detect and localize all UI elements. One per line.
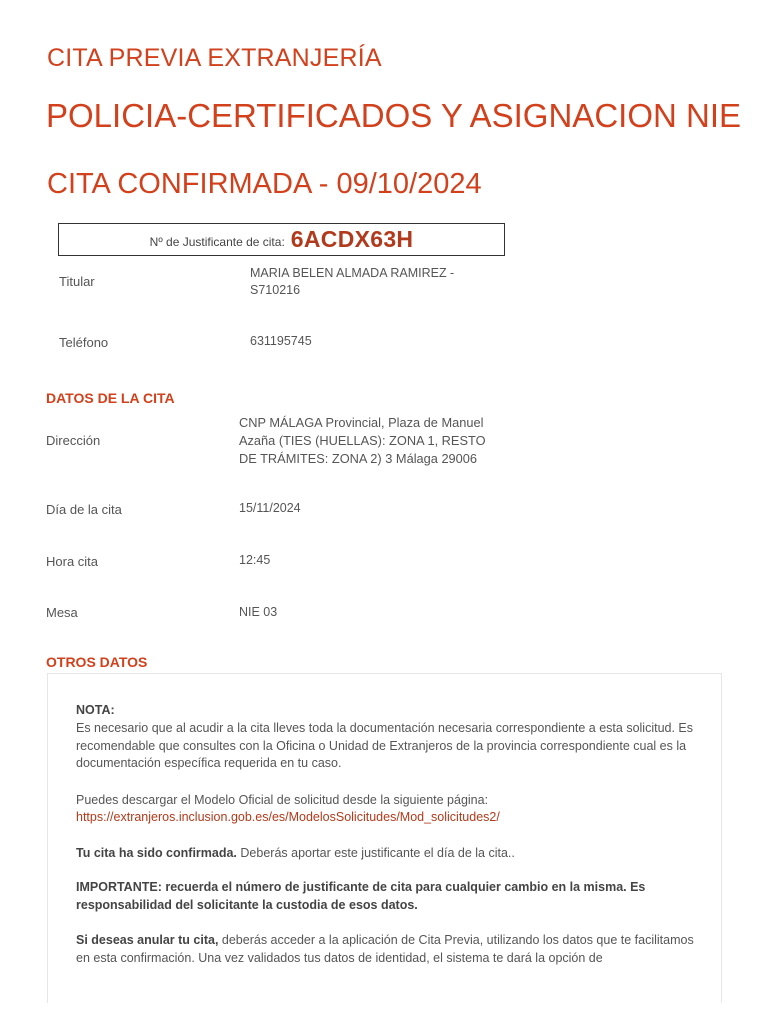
- telefono-value: 631195745: [250, 334, 312, 348]
- anular-bold: Si deseas anular tu cita,: [76, 933, 219, 947]
- direccion-label: Dirección: [46, 433, 101, 448]
- anular-paragraph: [76, 932, 703, 967]
- mesa-value: NIE 03: [239, 605, 278, 619]
- confirmation-title: CITA CONFIRMADA - 09/10/2024: [47, 168, 482, 200]
- nota-label: [76, 702, 703, 720]
- nota-heading: NOTA:: [76, 703, 115, 717]
- descarga-text: Puedes descargar el Modelo Oficial de solicitud desde la siguiente página:: [76, 793, 489, 807]
- note-box: [47, 673, 722, 1003]
- importante-text: IMPORTANTE: recuerda el número de justificante de cita para cualquier cambio en la misma. Es responsabilidad del solicitante la custodia de esos datos.: [76, 880, 646, 912]
- descarga-link-row: [76, 809, 703, 827]
- titular-value-line2: S710216: [250, 283, 301, 297]
- confirmada-text: Deberás aportar este justificante el día de la cita..: [240, 846, 515, 860]
- confirmada-bold: Tu cita ha sido confirmada.: [76, 846, 237, 860]
- confirmada-paragraph: [76, 845, 703, 863]
- justificante-code: 6ACDX63H: [290, 226, 414, 252]
- modelos-solicitud-link[interactable]: https://extranjeros.inclusion.gob.es/es/ModelosSolicitudes/Mod_solicitudes2/: [76, 810, 500, 824]
- telefono-label: Teléfono: [59, 335, 109, 350]
- titular-label: Titular: [59, 274, 95, 289]
- justificante-box: [58, 223, 505, 256]
- direccion-value: [239, 414, 486, 468]
- direccion-line3: DE TRÁMITES: ZONA 2) 3 Málaga 29006: [239, 451, 478, 466]
- dia-value: 15/11/2024: [239, 501, 301, 515]
- hora-value: 12:45: [239, 553, 271, 567]
- direccion-line2: Azaña (TIES (HUELLAS): ZONA 1, RESTO: [239, 433, 486, 448]
- procedure-title: POLICIA-CERTIFICADOS Y ASIGNACION NIE: [46, 97, 741, 134]
- justificante-label: Nº de Justificante de cita:: [149, 234, 285, 249]
- dia-label: Día de la cita: [46, 502, 122, 517]
- direccion-line1: CNP MÁLAGA Provincial, Plaza de Manuel: [239, 415, 484, 430]
- anular-text: deberás acceder a la aplicación de Cita Previa, utilizando los datos que te facilitamos en esta confirmación. Una vez validados tus datos de identidad, el sistema te dará la opción de: [76, 933, 694, 965]
- otros-datos-heading: OTROS DATOS: [46, 654, 148, 670]
- titular-value-line1: MARIA BELEN ALMADA RAMIREZ -: [250, 266, 455, 280]
- nota-text: Es necesario que al acudir a la cita lleves toda la documentación necesaria correspondiente a esta solicitud. Es recomendable que consultes con la Oficina o Unidad de Extranjeros de la provincia correspondiente cual es la documentación específica requerida en tu caso.: [76, 721, 694, 770]
- hora-label: Hora cita: [46, 554, 99, 569]
- app-title: CITA PREVIA EXTRANJERÍA: [47, 44, 382, 72]
- mesa-label: Mesa: [46, 605, 78, 620]
- datos-cita-heading: DATOS DE LA CITA: [46, 390, 175, 406]
- titular-value: [250, 265, 454, 299]
